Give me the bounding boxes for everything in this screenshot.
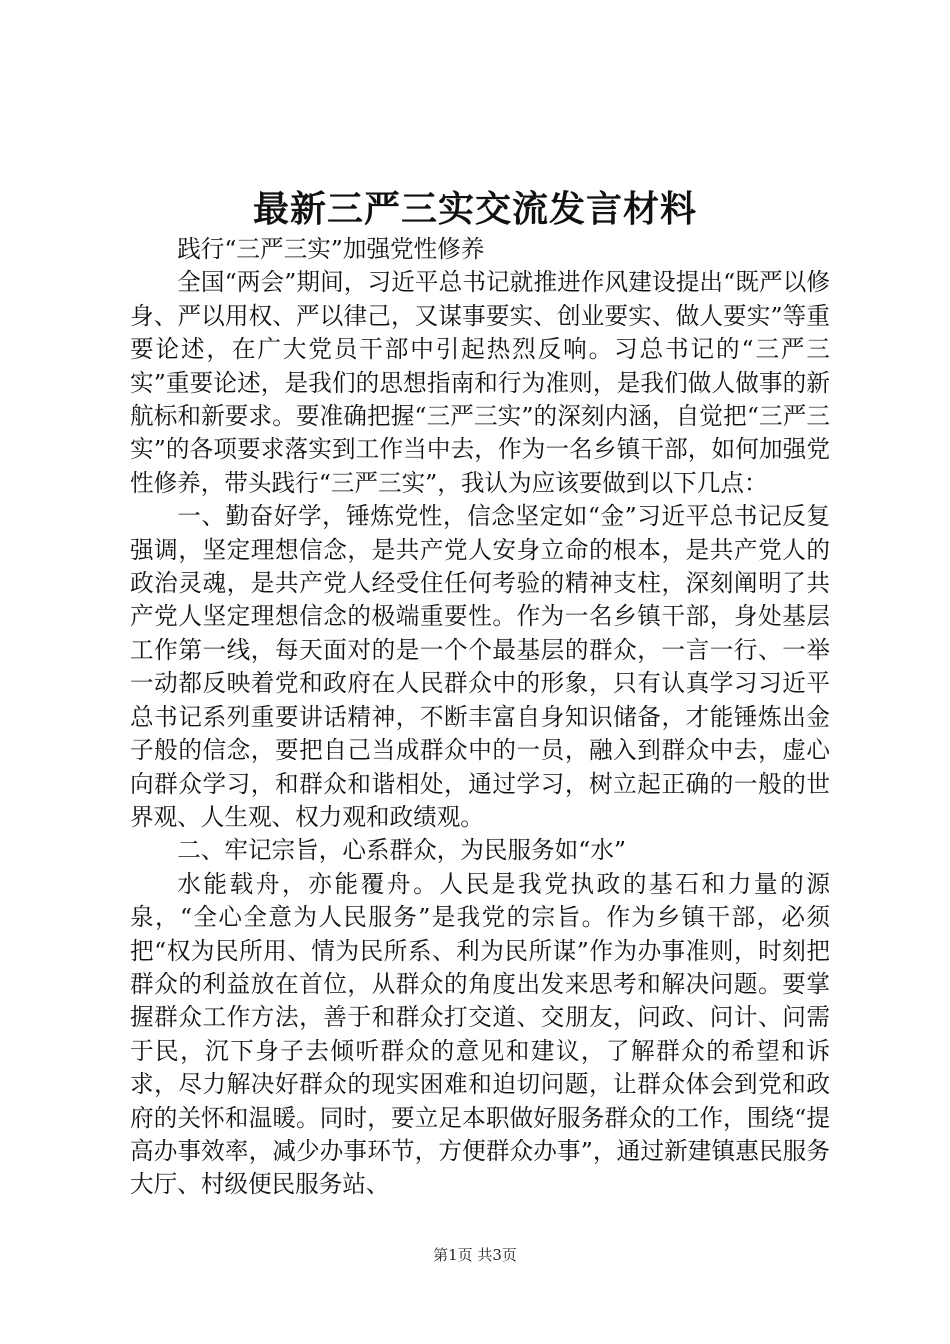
document-title: 最新三严三实交流发言材料	[252, 188, 697, 230]
page-footer: 第1页 共3页	[433, 1246, 517, 1264]
paragraph: 一、勤奋好学，锤炼党性，信念坚定如“金”习近平总书记反复强调，坚定理想信念，是共产党人安身立命的根本，是共产党人的政治灵魂，是共产党人经受住任何考验的精神支柱，深刻阐明了共产党人坚定理想信念的极端重要性。作为一名乡镇干部，身处基层工作第一线，每天面对的是一个个最基层的群众，一言一行、一举一动都反映着党和政府在人民群众中的形象，只有认真学习习近平总书记系列重要讲话精神，不断丰富自身知识储备，才能锤炼出金子般的信念，要把自己当成群众中的一员，融入到群众中去，虚心向群众学习，和群众和谐相处，通过学习，树立起正确的一般的世界观、人生观、权力观和政绩观。	[130, 502, 830, 831]
paragraph: 全国“两会”期间，习近平总书记就推进作风建设提出“既严以修身、严以用权、严以律己，又谋事要实、创业要实、做人要实”等重要论述，在广大党员干部中引起热烈反响。习总书记的“三严三实”重要论述，是我们的思想指南和行为准则，是我们做人做事的新航标和新要求。要准确把握“三严三实”的深刻内涵，自觉把“三严三实”的各项要求落实到工作当中去，作为一名乡镇干部，如何加强党性修养，带头践行“三严三实”，我认为应该要做到以下几点：	[130, 268, 830, 497]
paragraph-heading: 二、牢记宗旨，心系群众，为民服务如“水”	[177, 836, 626, 865]
paragraph-subtitle: 践行“三严三实”加强党性修养	[177, 235, 485, 263]
document-body	[130, 233, 830, 1202]
paragraph: 水能载舟，亦能覆舟。人民是我党执政的基石和力量的源泉，“全心全意为人民服务”是我党的宗旨。作为乡镇干部，必须把“权为民所用、情为民所系、利为民所谋”作为办事准则，时刻把群众的利益放在首位，从群众的角度出发来思考和解决问题。要掌握群众工作方法，善于和群众打交道、交朋友，问政、问计、问需于民，沉下身子去倾听群众的意见和建议，了解群众的希望和诉求，尽力解决好群众的现实困难和迫切问题，让群众体会到党和政府的关怀和温暖。同时，要立足本职做好服务群众的工作，围绕“提高办事效率，减少办事环节，方便群众办事”，通过新建镇惠民服务大厅、村级便民服务站、	[130, 869, 830, 1199]
